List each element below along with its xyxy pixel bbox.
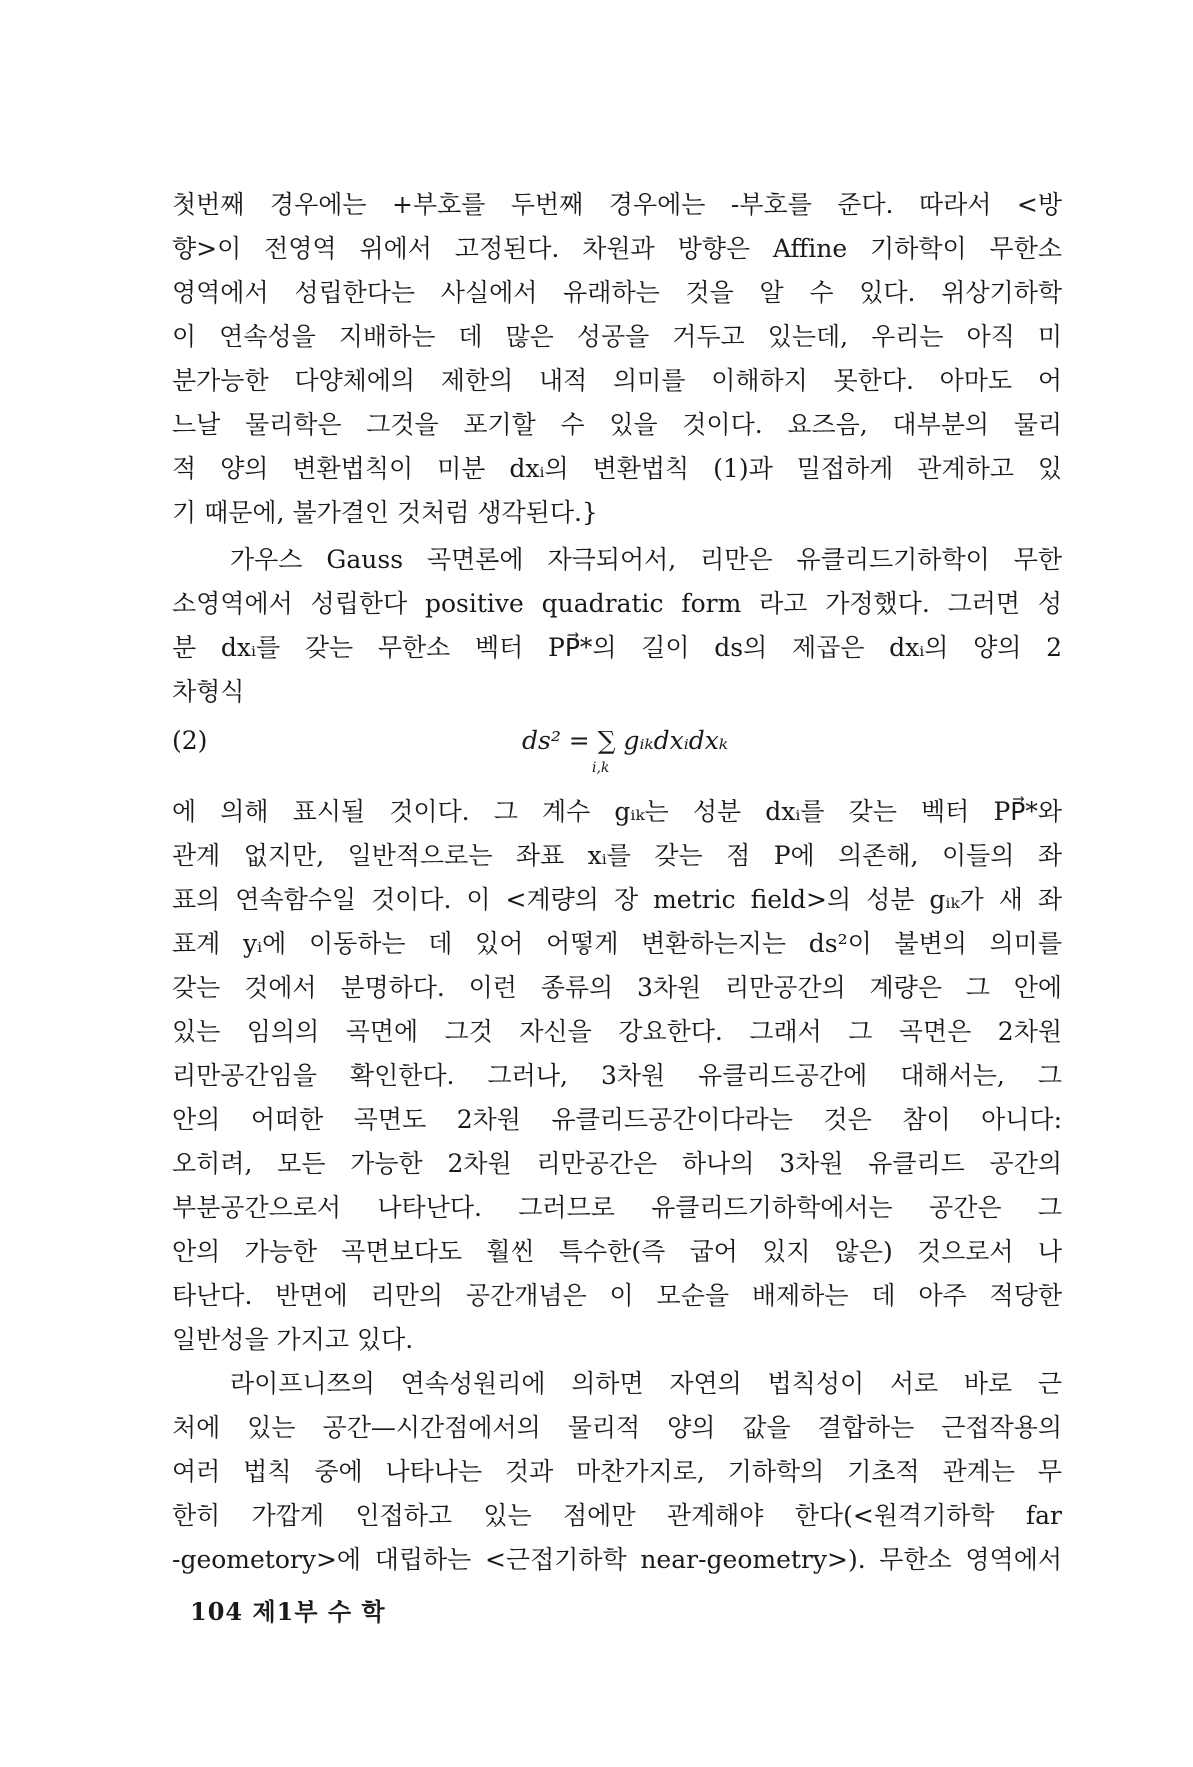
equation-2 (172, 718, 1062, 778)
text-line: 일반성을 가지고 있다. (172, 1325, 414, 1354)
paragraph-2 (172, 538, 1062, 714)
text-line: 분가능한 다양체에의 제한의 내적 의미를 이해하지 못한다. 아마도 어 (172, 366, 1062, 395)
text-line: 이 연속성을 지배하는 데 많은 성공을 거두고 있는데, 우리는 아직 미 (172, 322, 1062, 351)
text-line: 한히 가깝게 인접하고 있는 점에만 관계해야 한다(<원격기하학 far (172, 1501, 1062, 1530)
text-line: 부분공간으로서 나타난다. 그러므로 유클리드기하학에서는 공간은 그 (172, 1193, 1062, 1222)
equation-subscript: i,k (592, 760, 610, 776)
text-line: 분 dxᵢ를 갖는 무한소 벡터 PP⃗*의 길이 ds의 제곱은 dxᵢ의 양의 2 (172, 633, 1062, 662)
text-line: 리만공간임을 확인한다. 그러나, 3차원 유클리드공간에 대해서는, 그 (172, 1061, 1062, 1090)
equation-formula: ds² = ∑ gᵢₖdxᵢdxₖ (522, 726, 728, 755)
text-line: 관계 없지만, 일반적으로는 좌표 xᵢ를 갖는 점 P에 의존해, 이들의 좌 (172, 841, 1062, 870)
text-line: 기 때문에, 불가결인 것처럼 생각된다.} (172, 498, 598, 527)
text-line: 가우스 Gauss 곡면론에 자극되어서, 리만은 유클리드기하학이 무한 (230, 545, 1062, 574)
text-line: 표의 연속함수일 것이다. 이 <계량의 장 metric field>의 성분 gᵢₖ가 새 좌 (172, 885, 1062, 914)
text-line: 에 의해 표시될 것이다. 그 계수 gᵢₖ는 성분 dxᵢ를 갖는 벡터 PP⃗*와 (172, 797, 1062, 826)
equation-number: (2) (172, 726, 208, 755)
text-line: 처에 있는 공간—시간점에서의 물리적 양의 값을 결합하는 근접작용의 (172, 1413, 1062, 1442)
text-line: 차형식 (172, 677, 245, 706)
text-line: 첫번째 경우에는 +부호를 두번째 경우에는 -부호를 준다. 따라서 <방 (172, 190, 1062, 219)
text-line: 있는 임의의 곡면에 그것 자신을 강요한다. 그래서 그 곡면은 2차원 (172, 1017, 1062, 1046)
page-footer: 104 제1부 수 학 (190, 1597, 386, 1626)
text-line: 표계 yᵢ에 이동하는 데 있어 어떻게 변환하는지는 ds²이 불변의 의미를 (172, 929, 1062, 958)
text-line: 갖는 것에서 분명하다. 이런 종류의 3차원 리만공간의 계량은 그 안에 (172, 973, 1062, 1002)
text-line: -geometory>에 대립하는 <근접기하학 near-geometry>). 무한소 영역에서 (172, 1545, 1062, 1574)
text-line: 라이프니쯔의 연속성원리에 의하면 자연의 법칙성이 서로 바로 근 (230, 1369, 1062, 1398)
text-line: 소영역에서 성립한다 positive quadratic form 라고 가정했다. 그러면 성 (172, 589, 1062, 618)
text-line: 영역에서 성립한다는 사실에서 유래하는 것을 알 수 있다. 위상기하학 (172, 278, 1062, 307)
text-line: 타난다. 반면에 리만의 공간개념은 이 모순을 배제하는 데 아주 적당한 (172, 1281, 1062, 1310)
text-line: 안의 어떠한 곡면도 2차원 유클리드공간이다라는 것은 참이 아니다: (172, 1105, 1062, 1134)
text-line: 향>이 전영역 위에서 고정된다. 차원과 방향은 Affine 기하학이 무한소 (172, 234, 1062, 263)
text-line: 느날 물리학은 그것을 포기할 수 있을 것이다. 요즈음, 대부분의 물리 (172, 410, 1062, 439)
text-line: 여러 법칙 중에 나타나는 것과 마찬가지로, 기하학의 기초적 관계는 무 (172, 1457, 1062, 1486)
text-line: 적 양의 변환법칙이 미분 dxᵢ의 변환법칙 (1)과 밀접하게 관계하고 있 (172, 454, 1062, 483)
paragraph-3 (172, 790, 1062, 1582)
text-line: 오히려, 모든 가능한 2차원 리만공간은 하나의 3차원 유클리드 공간의 (172, 1149, 1062, 1178)
paragraph-1 (172, 183, 1062, 535)
text-line: 안의 가능한 곡면보다도 훨씬 특수한(즉 굽어 있지 않은) 것으로서 나 (172, 1237, 1062, 1266)
